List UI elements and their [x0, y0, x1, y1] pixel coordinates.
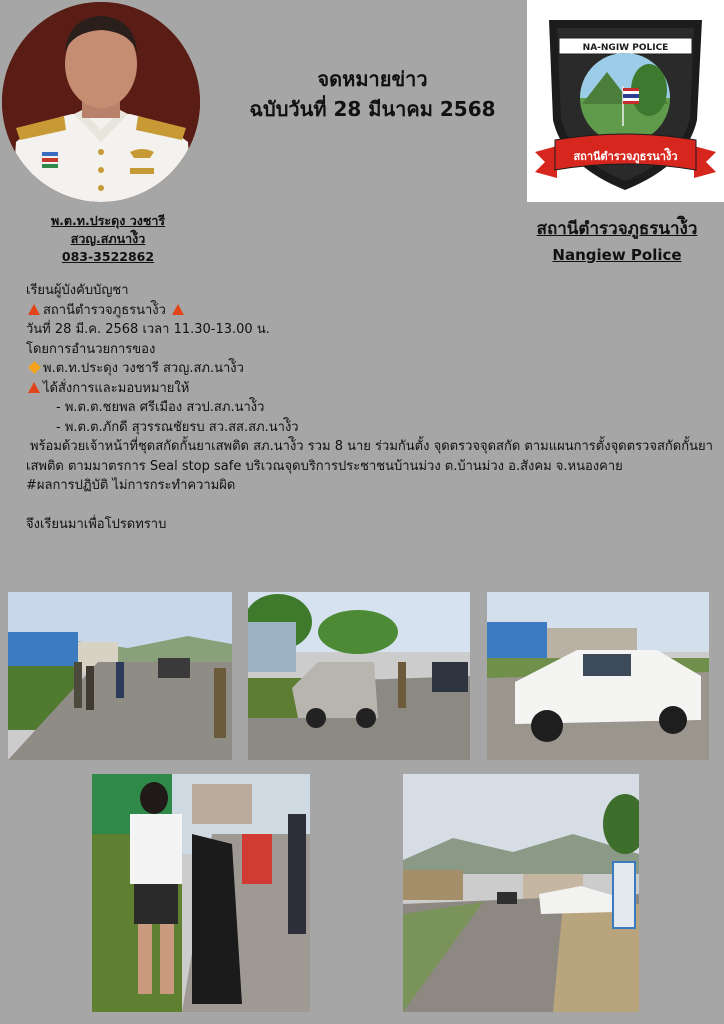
director-text: พ.ต.ท.ประดุง วงชารี สวญ.สภ.นาง้ิว	[43, 361, 244, 376]
checkpoint-photo-2	[248, 592, 470, 760]
orange-diamond-icon	[28, 361, 41, 374]
greeting: เรียนผู้บังคับบัญชา	[26, 283, 129, 298]
station-logo	[527, 0, 724, 202]
officer-portrait	[2, 2, 200, 202]
officer-caption	[8, 212, 208, 266]
officer-name: พ.ต.ท.ประดุง วงชารี	[50, 213, 166, 228]
assignee-1: - พ.ต.ต.ชยพล ศรีเมือง สวป.สภ.นาง้ิว	[56, 400, 265, 415]
red-triangle-icon	[28, 304, 40, 315]
assigned-text: ได้สั่งการและมอบหมายให้	[43, 380, 190, 396]
assigned-line	[26, 379, 716, 399]
officer-phone: 083-3522862	[61, 249, 155, 264]
result-line: #ผลการปฏิบัติ ไม่การกระทำความผิด	[26, 478, 236, 493]
checkpoint-photo-3	[487, 592, 709, 760]
red-triangle-icon	[28, 382, 40, 393]
station-name-th: สถานีตำรวจภูธรนาง้ิว	[536, 219, 698, 239]
station-line	[26, 301, 716, 321]
spacer	[26, 496, 716, 516]
closing-line: จึงเรียนมาเพื่อโปรดทราบ	[26, 517, 167, 532]
title-line-2: ฉบับวันที่ 28 มีนาคม 2568	[249, 97, 496, 121]
officer-position: สวญ.สภนาง้ิว	[70, 231, 146, 246]
report-body	[26, 281, 716, 535]
assignee-2: - พ.ต.ต.ภักดี สุวรรณชัยรบ สว.สส.สภ.นาง้ิว	[56, 419, 299, 435]
logo-bottom-text: สถานีตำรวจภูธรนาง้ิว	[573, 150, 678, 163]
date-line: วันที่ 28 มี.ค. 2568 เวลา 11.30-13.00 น.	[26, 322, 270, 337]
director-line	[26, 359, 716, 379]
logo-top-text: NA-NGIW POLICE	[582, 43, 669, 53]
red-triangle-icon	[172, 304, 184, 315]
checkpoint-photo-1	[8, 592, 232, 760]
station-line-text: สถานีตำรวจภูธรนาง้ิว	[43, 302, 166, 318]
newsletter-title	[220, 64, 525, 124]
operation-paragraph: พร้อมด้วยเจ้าหน้าที่ชุดสกัดกั้นยาเสพติด สภ.นาง้ิว รวม 8 นาย ร่วมกันตั้ง จุดตรวจจุดสกัด ตามแผนการตั้งจุดตรวจสกัดกั้นยาเสพติด ตามมาตรการ Seal stop safe บริเวณจุดบริการประชาชนบ้านม่วง ต.บ้านม่วง อ.สังคม จ.หนองคาย	[26, 439, 713, 474]
title-line-1: จดหมายข่าว	[317, 67, 428, 91]
directed-by-line: โดยการอำนวยการของ	[26, 341, 156, 357]
station-name-en: Nangiew Police	[552, 246, 682, 264]
checkpoint-photo-4	[92, 774, 310, 1012]
checkpoint-photo-5	[403, 774, 639, 1012]
